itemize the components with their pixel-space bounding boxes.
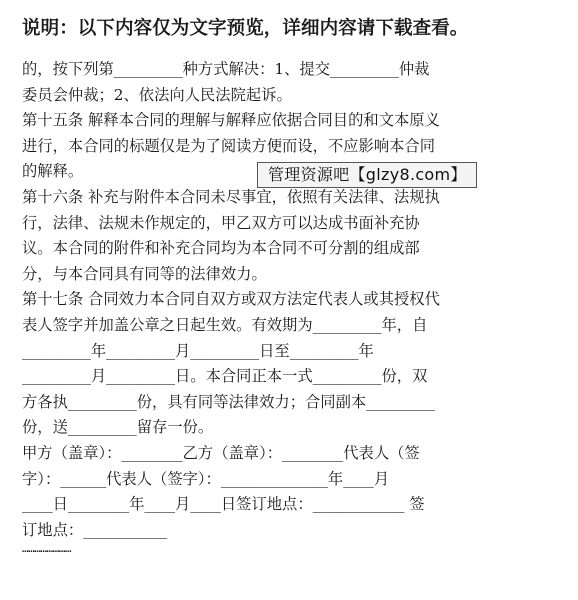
text-line: 方各执_________份，具有同等法律效力；合同副本_________ <box>22 392 436 411</box>
text-line: 行，法律、法规未作规定的，甲乙双方可以达成书面补充协 <box>22 213 420 232</box>
text-line: 第十七条 合同效力本合同自双方或双方法定代表人或其授权代 <box>22 290 440 309</box>
text-line: 的，按下列第_________种方式解决：1、提交_________仲裁 <box>22 60 430 78</box>
text-line: 字）：______代表人（签字）：______________年____月 <box>22 469 390 488</box>
text-line: _________年_________月_________日至_________年 <box>22 341 374 360</box>
text-line: 第十六条 补充与附件本合同未尽事宜，依照有关法律、法规执 <box>22 187 440 206</box>
document-body <box>22 57 552 555</box>
text-line: 第十五条 解释本合同的理解与解释应依据合同目的和文本原义 <box>22 111 440 130</box>
text-line: ____日________年____月____日签订地点：____________ 签 <box>22 495 425 514</box>
text-line: 委员会仲裁；2、依法向人民法院起诉。 <box>22 85 292 104</box>
site-watermark: 管理资源吧【glzy8.com】 <box>257 162 477 188</box>
text-line: 议。本合同的附件和补充合同均为本合同不可分割的组成部 <box>22 239 420 258</box>
text-line: 分，与本合同具有同等的法律效力。 <box>22 264 267 283</box>
text-line: _________月_________日。本合同正本一式_________份，双 <box>22 367 428 386</box>
text-line: 甲方（盖章）：________乙方（盖章）：________代表人（签 <box>22 443 420 462</box>
text-line: 订地点：___________ <box>22 520 168 539</box>
text-line: 的解释。 <box>22 162 84 181</box>
text-line: 份，送_________留存一份。 <box>22 418 214 437</box>
preview-notice: 说明：以下内容仅为文字预览，详细内容请下载查看。 <box>22 18 469 39</box>
truncation-ellipsis: …………………… <box>22 542 71 556</box>
text-line: 表人签字并加盖公章之日起生效。有效期为_________年，自 <box>22 315 428 334</box>
text-line: 进行，本合同的标题仅是为了阅读方便而设，不应影响本合同 <box>22 136 436 155</box>
